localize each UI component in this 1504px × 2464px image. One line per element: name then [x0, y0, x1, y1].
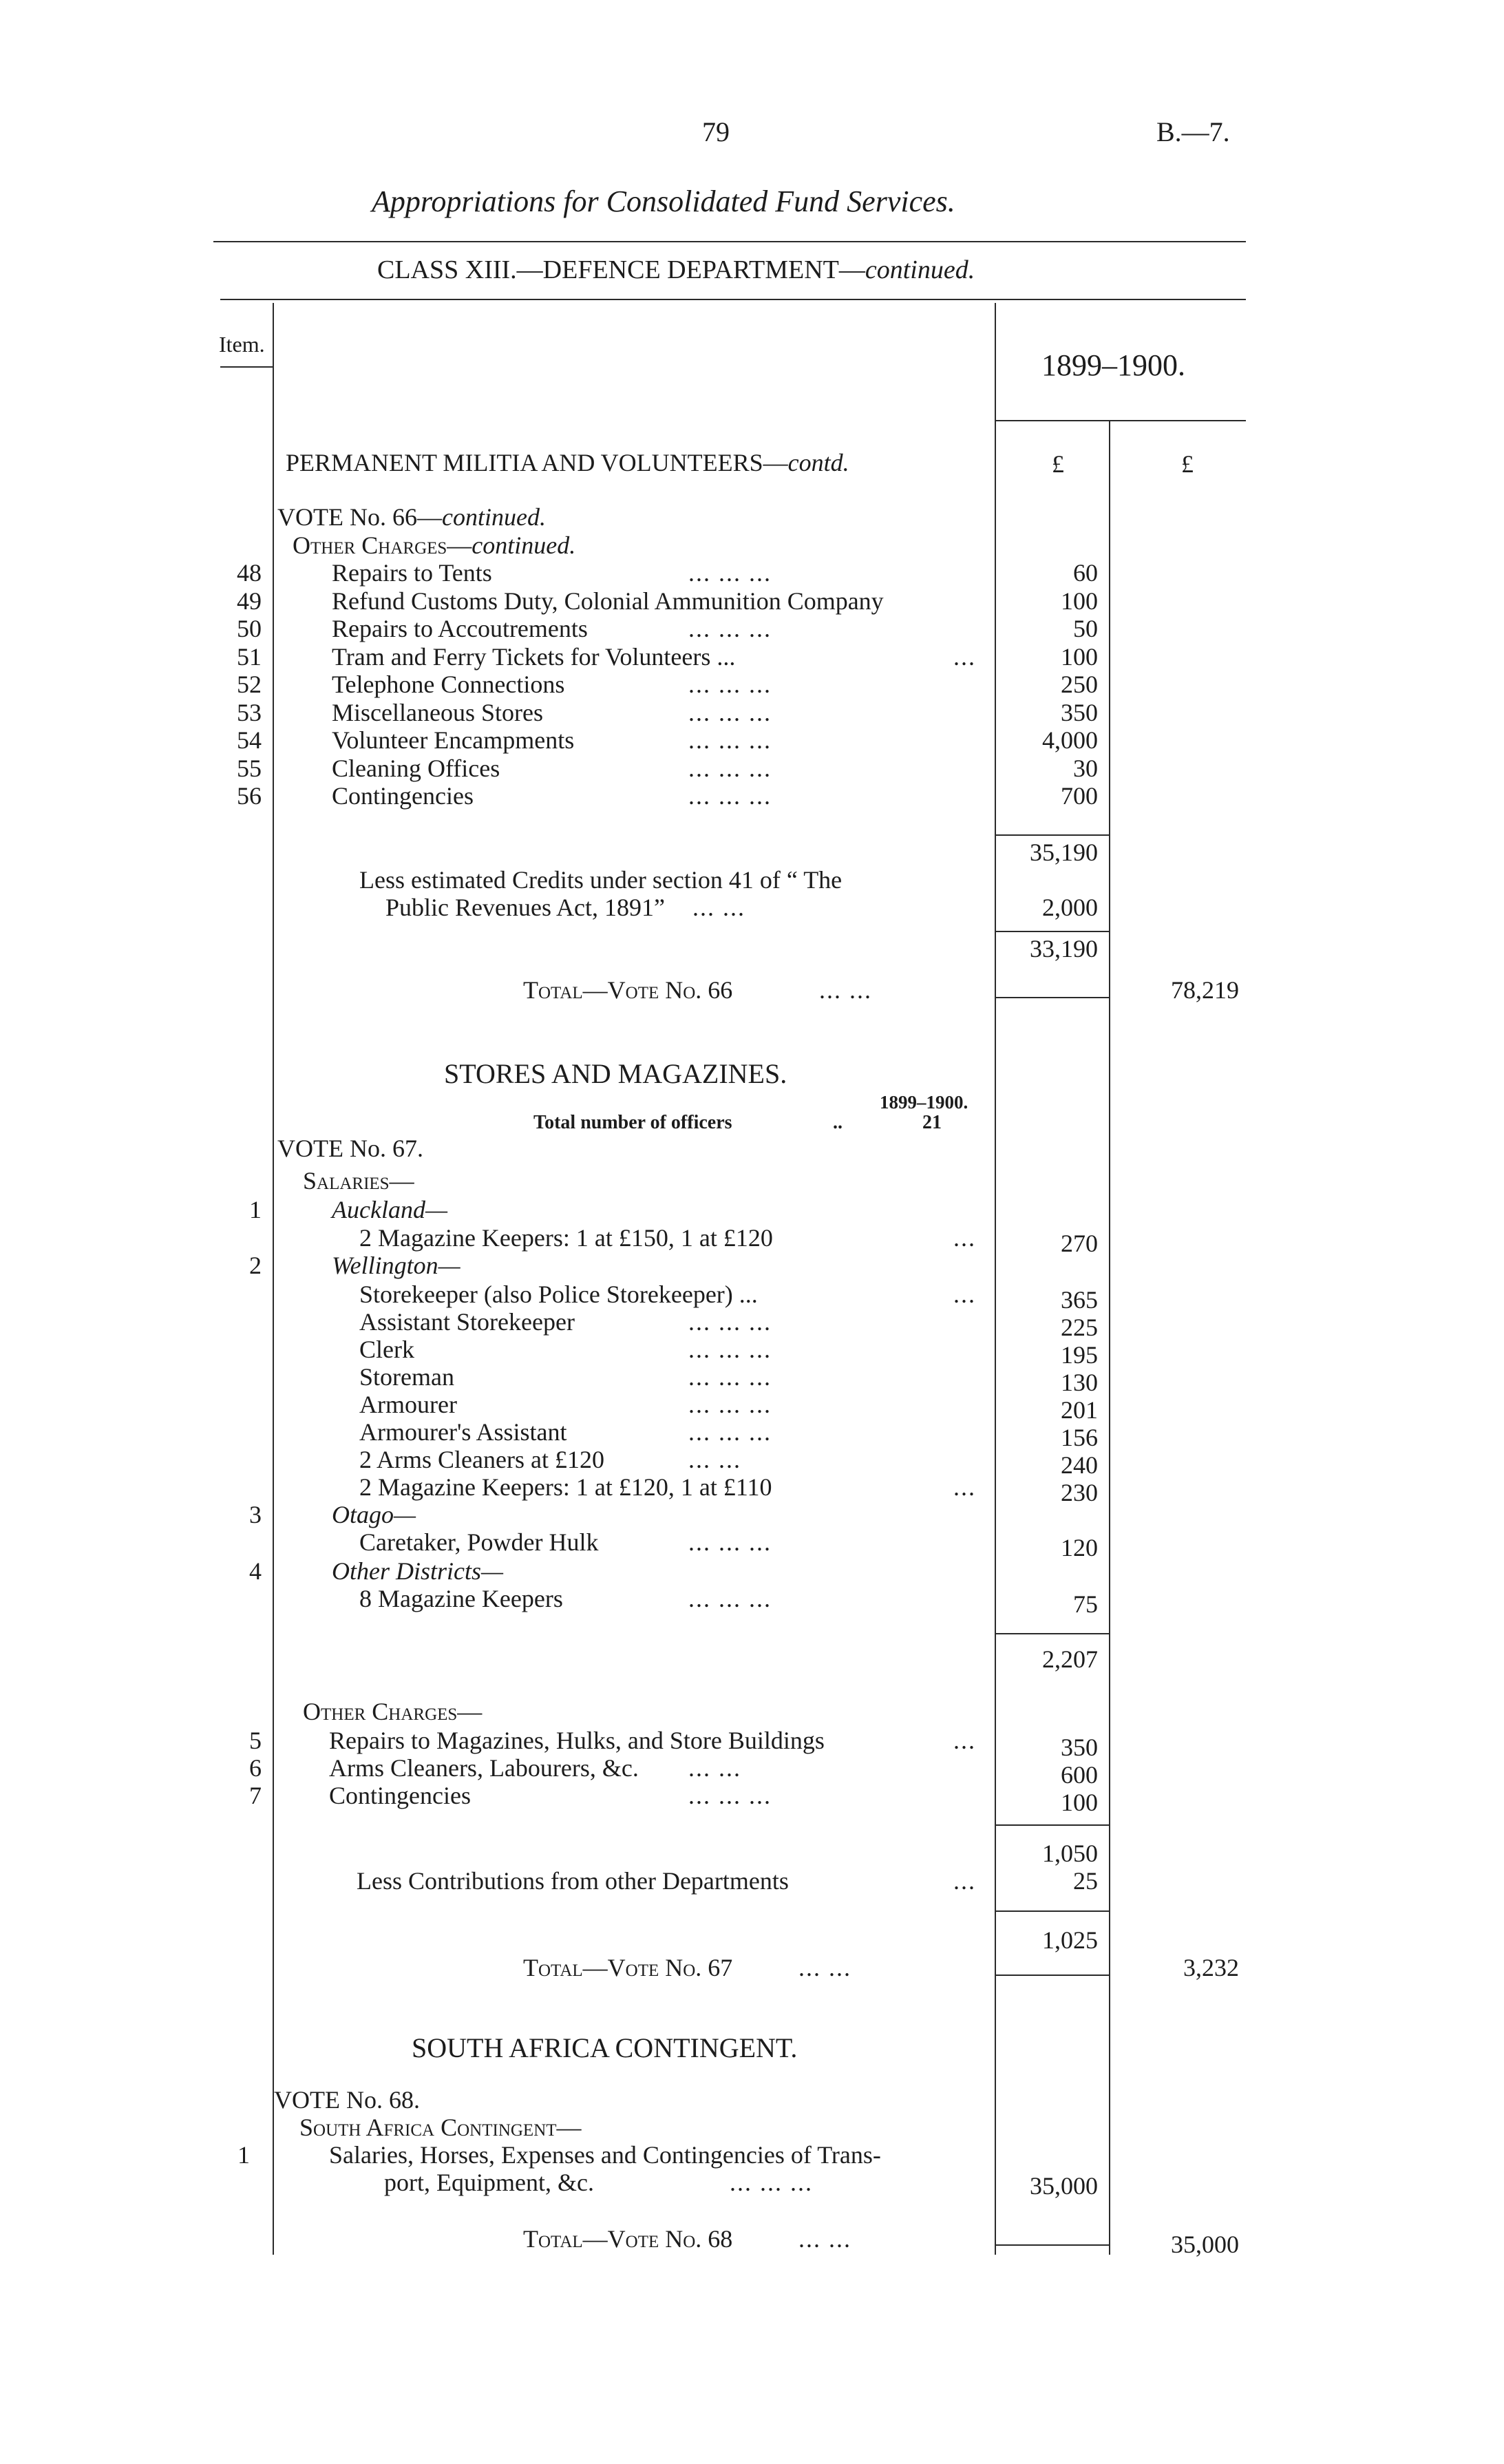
line-item-label: Repairs to Tents — [332, 559, 492, 587]
line-item-amount: 156 — [1061, 1424, 1098, 1451]
item-number: 49 — [237, 587, 262, 615]
line-item-label: Refund Customs Duty, Colonial Ammunition Company — [332, 587, 884, 615]
line-item-amount: 250 — [1061, 671, 1098, 698]
section-heading-africa: SOUTH AFRICA CONTINGENT. — [412, 2032, 798, 2063]
line-item-amount: 100 — [1061, 587, 1098, 615]
district-heading: Otago— — [332, 1501, 416, 1528]
line-item-amount: 201 — [1061, 1396, 1098, 1424]
vote-66-line: VOTE No. 66—continued. — [277, 503, 546, 531]
leader-dots: ... ... ... — [688, 615, 772, 642]
item-column-header: Item. — [219, 332, 265, 357]
leader-dots: ... ... ... — [688, 1782, 772, 1809]
leader-dots: ... ... ... — [688, 671, 772, 698]
line-item-amount: 4,000 — [1042, 726, 1098, 754]
less-contributions-dots: ... — [953, 1867, 976, 1895]
line-item-amount: 270 — [1061, 1230, 1098, 1257]
section-heading-stores: STORES AND MAGAZINES. — [444, 1058, 787, 1089]
salaries-heading: Salaries— — [303, 1167, 414, 1194]
officers-count: 21 — [922, 1112, 942, 1133]
line-item-amount: 700 — [1061, 782, 1098, 810]
leader-dots: ... ... ... — [688, 1336, 772, 1363]
less-contributions-amount: 25 — [1073, 1867, 1098, 1895]
line-item-label: 2 Magazine Keepers: 1 at £150, 1 at £120 — [359, 1224, 773, 1252]
line-item-amount: 75 — [1073, 1590, 1098, 1618]
subtotal-rule-66 — [995, 834, 1109, 836]
line-item-label: Tram and Ferry Tickets for Volunteers ... — [332, 643, 736, 671]
year-column-header: 1899–1900. — [1041, 348, 1185, 382]
line-item-label: 8 Magazine Keepers — [359, 1585, 563, 1612]
leader-dots: ... ... — [688, 1754, 741, 1782]
total-column-rule — [1109, 421, 1110, 2255]
total-67: 3,232 — [1183, 1954, 1239, 1981]
leader-dots: ... — [953, 1727, 976, 1754]
item-number: 4 — [249, 1557, 262, 1585]
item-number: 48 — [237, 559, 262, 587]
item-number: 55 — [237, 755, 262, 782]
line-item-amount: 600 — [1061, 1761, 1098, 1789]
line-item-amount: 350 — [1061, 1734, 1098, 1761]
district-heading: Other Districts— — [332, 1557, 504, 1585]
charges-total-rule — [995, 1824, 1109, 1826]
africa-label-line-2: port, Equipment, &c. — [384, 2169, 594, 2196]
line-item-label: Contingencies — [332, 782, 474, 810]
item-number: 52 — [237, 671, 262, 698]
line-item-amount: 195 — [1061, 1341, 1098, 1369]
item-number: 7 — [249, 1782, 262, 1809]
item-number: 5 — [249, 1727, 262, 1754]
less-credits-line-1: Less estimated Credits under section 41 of “ The — [359, 866, 843, 894]
line-item-label: Cleaning Offices — [332, 755, 500, 782]
item-number: 50 — [237, 615, 262, 642]
net-rule-67 — [995, 1910, 1109, 1912]
leader-dots: ... ... ... — [688, 559, 772, 587]
line-item-label: Caretaker, Powder Hulk — [359, 1528, 599, 1556]
item-number: 6 — [249, 1754, 262, 1782]
class-heading: CLASS XIII.—DEFENCE DEPARTMENT—continued. — [377, 255, 975, 284]
header-rule — [213, 241, 1246, 242]
line-item-amount: 130 — [1061, 1369, 1098, 1396]
total-dots-67: ... ... — [798, 1954, 851, 1981]
charges-total-67: 1,050 — [1042, 1840, 1098, 1867]
line-item-amount: 225 — [1061, 1314, 1098, 1341]
item-number: 54 — [237, 726, 262, 754]
line-item-label: Contingencies — [329, 1782, 471, 1809]
other-charges-heading: Other Charges—continued. — [293, 531, 576, 559]
document-reference: B.—7. — [1156, 116, 1230, 147]
leader-dots: ... ... ... — [688, 755, 772, 782]
line-item-label: Volunteer Encampments — [332, 726, 575, 754]
item-header-rule — [220, 366, 273, 368]
line-item-amount: 240 — [1061, 1451, 1098, 1479]
district-heading: Wellington— — [332, 1252, 460, 1279]
line-item-amount: 30 — [1073, 755, 1098, 782]
net-66: 33,190 — [1030, 935, 1098, 962]
line-item-label: Repairs to Magazines, Hulks, and Store Buildings — [329, 1727, 825, 1754]
less-credits-amount-66: 2,000 — [1042, 894, 1098, 921]
item-number: 1 — [249, 1196, 262, 1223]
pound-sign-total: £ — [1181, 450, 1194, 478]
africa-item-number: 1 — [237, 2141, 250, 2169]
line-item-label: Arms Cleaners, Labourers, &c. — [329, 1754, 639, 1782]
net-rule-66 — [995, 931, 1109, 932]
total-label-68: Total—Vote No. 68 — [523, 2225, 733, 2253]
leader-dots: ... ... ... — [688, 726, 772, 754]
leader-dots: ... ... ... — [688, 1528, 772, 1556]
page-title: Appropriations for Consolidated Fund Services. — [372, 185, 955, 218]
salaries-total-rule — [995, 1633, 1109, 1634]
less-credits-line-2: Public Revenues Act, 1891” ... ... — [385, 894, 745, 921]
leader-dots: ... ... ... — [688, 699, 772, 726]
leader-dots: ... ... ... — [688, 1418, 772, 1446]
line-item-label: 2 Magazine Keepers: 1 at £120, 1 at £110 — [359, 1473, 772, 1501]
vote-67-line: VOTE No. 67. — [277, 1135, 423, 1162]
leader-dots: ... — [953, 1473, 976, 1501]
subtotal-66: 35,190 — [1030, 839, 1098, 866]
leader-dots: ... ... ... — [688, 1363, 772, 1391]
pound-sign-amount: £ — [1052, 450, 1064, 478]
item-number: 51 — [237, 643, 262, 671]
item-number: 53 — [237, 699, 262, 726]
line-item-label: Storeman — [359, 1363, 454, 1391]
item-column-rule — [273, 303, 274, 2255]
total-rule-67 — [995, 1975, 1109, 1976]
line-item-label: Repairs to Accoutrements — [332, 615, 588, 642]
salaries-total-67: 2,207 — [1042, 1645, 1098, 1673]
officers-year: 1899–1900. — [880, 1092, 968, 1113]
leader-dots: ... ... ... — [688, 1391, 772, 1418]
line-item-label: Clerk — [359, 1336, 414, 1363]
total-label-66: Total—Vote No. 66 — [523, 976, 733, 1004]
africa-label-line-1: Salaries, Horses, Expenses and Contingencies of Trans- — [329, 2141, 881, 2169]
item-number: 2 — [249, 1252, 262, 1279]
leader-dots: ... ... ... — [688, 1308, 772, 1336]
line-item-amount: 230 — [1061, 1479, 1098, 1506]
line-item-label: Storekeeper (also Police Storekeeper) ... — [359, 1281, 758, 1308]
total-rule-68 — [995, 2244, 1109, 2246]
line-item-amount: 50 — [1073, 615, 1098, 642]
leader-dots: ... — [953, 643, 976, 671]
line-item-label: 2 Arms Cleaners at £120 — [359, 1446, 604, 1473]
line-item-label: Assistant Storekeeper — [359, 1308, 575, 1336]
section-heading-militia: PERMANENT MILITIA AND VOLUNTEERS—contd. — [286, 449, 849, 476]
less-contributions-label: Less Contributions from other Departments — [357, 1867, 789, 1895]
item-number: 3 — [249, 1501, 262, 1528]
year-header-rule — [995, 420, 1246, 421]
africa-dots: ... ... ... — [730, 2169, 813, 2196]
africa-subheading: South Africa Contingent— — [299, 2114, 582, 2141]
other-charges-heading-67: Other Charges— — [303, 1698, 483, 1725]
table-top-rule — [220, 299, 1246, 300]
line-item-label: Miscellaneous Stores — [332, 699, 543, 726]
leader-dots: ... — [953, 1281, 976, 1308]
total-68: 35,000 — [1171, 2231, 1239, 2258]
leader-dots: ... ... ... — [688, 782, 772, 810]
total-label-67: Total—Vote No. 67 — [523, 1954, 733, 1981]
total-rule-66 — [995, 997, 1109, 998]
leader-dots: ... ... ... — [688, 1585, 772, 1612]
net-67: 1,025 — [1042, 1926, 1098, 1954]
item-number: 56 — [237, 782, 262, 810]
district-heading: Auckland— — [332, 1196, 447, 1223]
line-item-amount: 60 — [1073, 559, 1098, 587]
line-item-label: Telephone Connections — [332, 671, 565, 698]
line-item-amount: 365 — [1061, 1286, 1098, 1314]
leader-dots: ... — [953, 1224, 976, 1252]
line-item-amount: 100 — [1061, 643, 1098, 671]
total-dots-68: ... ... — [798, 2225, 851, 2253]
line-item-amount: 120 — [1061, 1534, 1098, 1561]
officers-label: Total number of officers — [533, 1112, 732, 1133]
total-66: 78,219 — [1171, 976, 1239, 1004]
vote-68-line: VOTE No. 68. — [274, 2086, 420, 2114]
leader-dots: ... ... — [688, 1446, 741, 1473]
africa-amount: 35,000 — [1030, 2172, 1098, 2200]
line-item-amount: 350 — [1061, 699, 1098, 726]
page-number: 79 — [702, 116, 730, 147]
line-item-label: Armourer's Assistant — [359, 1418, 567, 1446]
officers-dots: .. — [833, 1112, 843, 1133]
line-item-amount: 100 — [1061, 1789, 1098, 1816]
line-item-label: Armourer — [359, 1391, 457, 1418]
total-dots-66: ... ... — [819, 976, 872, 1004]
